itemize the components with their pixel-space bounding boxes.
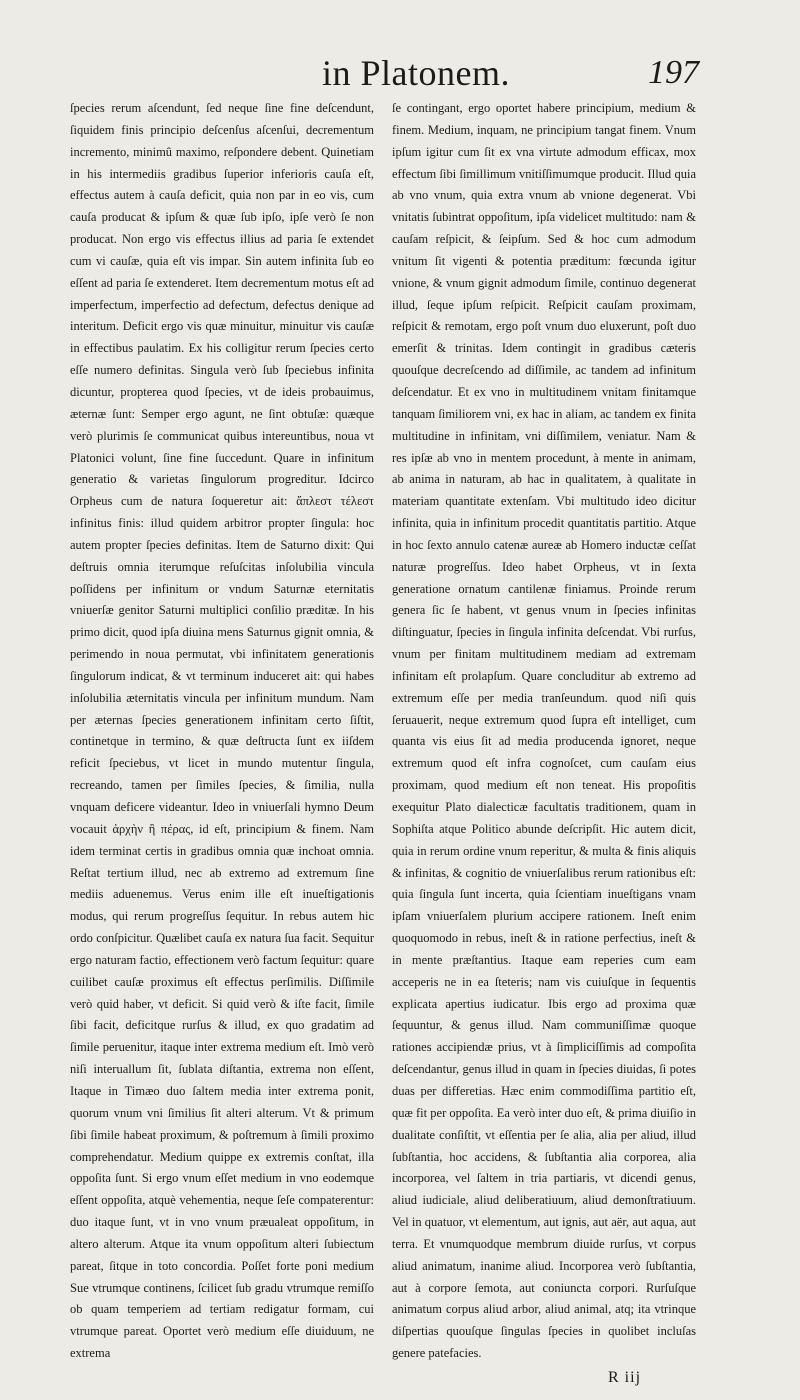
signature-mark: R iij	[608, 1369, 642, 1386]
left-column-text: ſpecies rerum aſcendunt, ſed neque ſine fine deſcendunt, ſiquidem finis principio deſcenſus aſcenſui, decrementum incremento, minimû maximo, reſpondere debent. Quinetiam in his intermediis gradibus ſuperior inferioris cauſa eſt, effectus autem à cauſa deficit, quia non par in eo vis, cum cauſa producat & ipſum & quæ ſub ipſo, ipſe verò ſe non producat. Non ergo vis effectus illius ad paria ſe extendet cum vi cauſæ, quia eſt vis impar. Sin autem infinita ſub eo eſſent ad paria ſe extenderet. Item decrementum motus eſt ad imperfectum, imperfectio ad defectum, defectus denique ad interitum. Deficit ergo vis quæ minuitur, minuitur vis cauſæ in effectibus paulatim. Ex his colligitur rerum ſpecies certo eſſe numero definitas. Singula verò ſub ſpeciebus infinita dicuntur, propterea quod ſpecies, vt de ideis probauimus, æternæ ſunt: Semper ergo agunt, ne ſint obtuſæ: quæque verò plurimis ſe communicat quibus intereuntibus, noua vt Platonici volunt, ſine fine ſuccedunt. Quare in infinitum generatio & varietas ſingulorum progreditur. Idcirco Orpheus cum de natura ſoqueretur ait: ἄπλεστ τέλεστ infinitus finis: illud quidem arbitror propter ſingula: hoc autem propter ſpecies definitas. Item de Saturno dixit: Qui deſtruis omnia iterumque reſuſcitas inſolubilia vincula poſſidens per infinitum or vndum Saturnæ eternitatis vniuerſæ genitor Saturni multiplici conſilio præditæ. In his primo dicit, quod ipſa diuina mens Saturnus gignit omnia, & perimendo in noua permutat, vbi infinitatem generationis ſingulorum indicat, & vt terminum induceret ait: qui habes inſolubilia æternitatis vincula per infinitum mundum. Nam per æternas ſpecies generationem infinitam certo ſiſtit, continetque in termino, & quæ deſtructa ſunt ex iiſdem reficit ſpeciebus, vt licet in mundo mutentur ſingula, recreando, tamen per ſimiles ſpecies, & ſimilia, nulla vnquam deficere videantur. Ideo in vniuerſali hymno Deum vocauit ἀρχὴν ἢ πέρας, id eſt, principium & finem. Nam idem terminat certis in gradibus omnia quæ inchoat omnia. Reſtat tertium illud, nec ab extremo ad extremum ſine mediis aduenemus. Verus enim ille eſt inueſtigationis modus, qui rerum progreſſus ſequitur. In rebus autem hic ordo conſpicitur. Quælibet cauſa ex natura ſua facit. Sequitur ergo naturam factio, effectionem verò factum ſequitur: quare cuilibet cauſæ proximus eſt effectus perſimilis. Diſſimile verò quid haber, vt deficit. Si quid verò & iſte facit, ſimile ſibi facit, deficitque rurſus & illud, ex quo gradatim ad ſimile peruenitur, itaque inter extrema medium eſt. Imò verò niſi interuallum ſit, ſublata diſtantia, extrema non eſſent, Itaque in Timæo duo ſaltem media inter extrema ponit, quorum vnum vni ſimilius ſit alteri alterum. Vt & primum ſibi ſimile habeat proximum, & poſtremum à ſimili proximo comprehendatur. Medium quippe ex extremis conſtat, illa oppoſita ſunt. Si ergo vnum eſſet medium in vno eodemque eſſent oppoſita, atquè vehementia, neque ſeſe compaterentur: duo itaque ſunt, vt in vno vnum præualeat oppoſitum, in altero alterum. Atque ita vnum oppoſitum alteri ſubiectum pareat, ſitque in toto concordia. Poſſet forte poni medium Sue vtrumque continens, ſcilicet ſub gradu vtrumque remiſſo ob quam temperiem ad tertiam redigatur formam, cui vtrumque pareat. Oportet verò medium eſſe diuiduum, ne extrema	[70, 101, 374, 1361]
left-column	[70, 98, 374, 1365]
running-title: in Platonem.	[322, 53, 510, 93]
running-head	[0, 52, 800, 102]
right-column-text: ſe contingant, ergo oportet habere principium, medium & finem. Medium, inquam, ne principium tangat finem. Vnum ipſum igitur cum ſit ex vna virtute admodum efficax, mox effectum ſibi ſimillimum vnitiſſimumque producit. Illud quia ab vno vnum, quia extra vnum ab vnione degenerat. Vbi vnitatis ſubintrat oppoſitum, ipſa videlicet multitudo: nam & cauſam reſpicit, & ſeipſum. Sed & hoc cum admodum vnitum ſit vigenti & potentia præditum: fœcunda igitur vnione, & vnum gignit admodum ſimile, continuo degenerat illud, ſeque ipſum reſpicit. Reſpicit cauſam proximam, reſpicit & remotam, ergo poſt vnum duo eluxerunt, poſt duo emerſit & trinitas. Idem contingit in gradibus cæteris quouſque decreſcendo ad diſſimile, ac tandem ad infinitum deſcendatur. Et ex vno in multitudinem vnitam finitamque tanquam ſimiliorem vni, ex hac in aliam, ac tandem ex finita multitudine in infinitam, vni diſſimilem, veniatur. Nam & res ipſæ ab vno in mentem procedunt, à mente in animam, ab anima in naturam, ab hac in qualitatem, à qualitate in materiam quantitate extenſam. Vbi multitudo ideo dicitur infinita, quia in infinitum procedit quantitatis partitio. Atque in hoc ſexto annulo catenæ aureæ ab Homero inductæ ceſſat naturæ progreſſus. Ideo habet Orpheus, vt in ſexta generatione ornatum cantilenæ finiamus. Proinde rerum genera ſic ſe habent, vt genus vnum in ſpecies infinitas diſtinguatur, ſpecies in ſingula infinita deſcendat. Vbi rurſus, vnum per finitam multitudinem mediam ad extremam infinitam eſt prolapſum. Quare concluditur ab extremo ad extremum eſſe per media tranſeundum. quod niſi quis ſeruauerit, neque extremum quod ſupra eſt intelliget, cum quanta vis eius ſit ad media producenda ignoret, neque extremum quod eſt infra cognoſcet, cum cauſam eius proximam, quod medium eſt non teneat. His propoſitis exequitur Plato dialecticæ facultatis traditionem, quam in Sophiſta atque Politico abunde deſcripſit. Hic autem dicit, quia in rerum ordine vnum reperitur, & multa & finis aliquis & infinitas, & cognitio de vniuerſalibus rerum rationibus eſt: quia ſingula ſunt incerta, quia ſcientiam inueſtigans vnam ipſam vniuerſalem plurium accipere rationem. Ineſt enim quoquomodo in rebus, ineſt & in ratione perfectius, ineſt & in mente præſtantius. Itaque eam reperies cum eam acceperis ne in ea ſteteris; nam vis cuiuſque in ſequentis explicata apertius iudicatur. Ibis ergo ad proxima quæ ſequuntur, & genus illud. Nam communiſſimæ quoque rationes accipiendæ prius, vt à ſimpliciſſimis ad compoſita deſcendantur, genus illud in quam in ſpecies diuidas, ſi potes duas per differetias. Hæc enim commodiſſima partitio eſt, quæ fit per oppoſita. Ea verò inter duo eſt, & prima diuiſio in dualitate conſiſtit, vt eſſentia per ſe alia, alia per aliud, illud ſubſtantia, hoc accidens, & ſubſtantia alia corporea, alia incorporea, vel ſaltem in tria partiaris, vt dicendi genus, aliud iudiciale, aliud deliberatiuum, aliud demonſtratiuum. Vel in quatuor, vt elementum, aut ignis, aut aër, aut aqua, aut terra. Et vnumquodque membrum diuide rurſus, vt corpus aliud animatum, inanime aliud. Incorporea verò ſubſtantia, aut à corpore ſemota, aut coniuncta corpori. Rurſuſque animatum corpus aliud arbor, aliud animal, atq; ita vtrinque diſpertias quouſque ſingulas ſpecies in quolibet incluſas genere patefacies.	[392, 101, 696, 1361]
right-column	[392, 98, 696, 1365]
page-number: 197	[648, 54, 699, 91]
